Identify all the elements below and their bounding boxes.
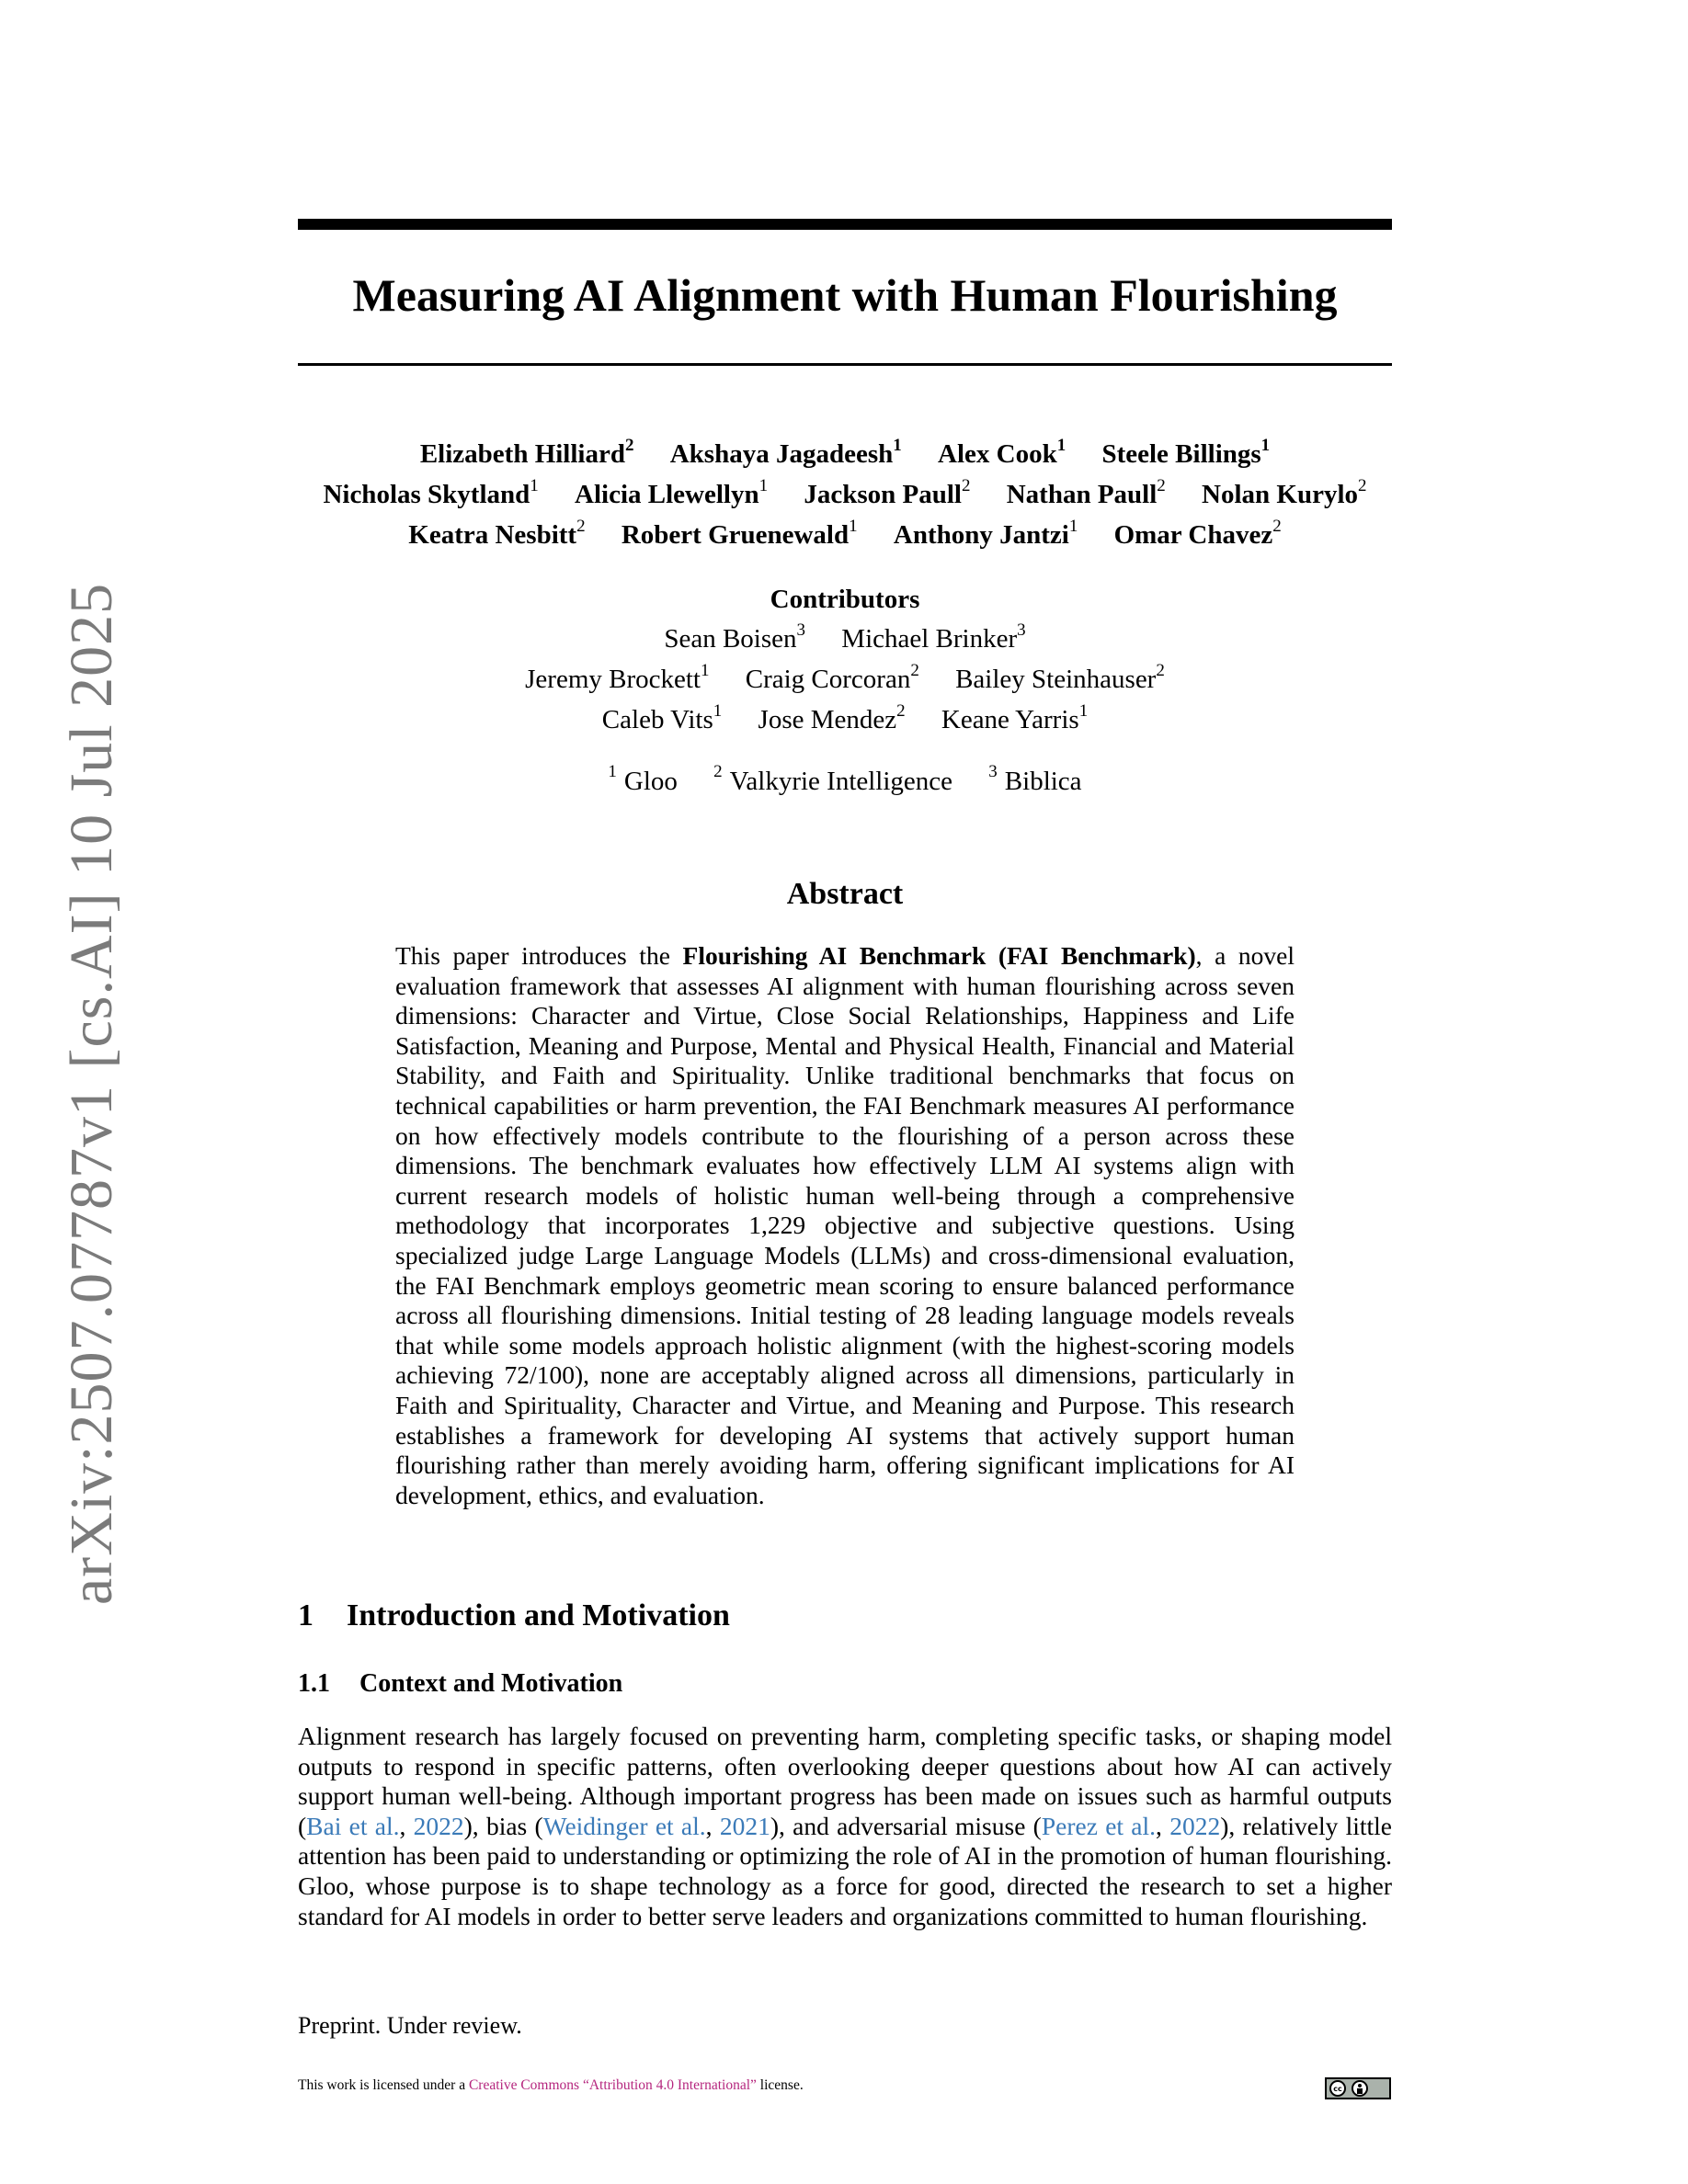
arxiv-identifier-stamp[interactable]: arXiv:2507.07787v1 [cs.AI] 10 Jul 2025 — [58, 582, 125, 1606]
affiliation: $^1$ Gloo — [608, 762, 678, 796]
contributor: Bailey Steinhauser$^2$ — [955, 661, 1165, 694]
subsection-heading: 1.1 Context and Motivation — [298, 1669, 623, 1698]
author: Nathan Paull$^2$ — [1006, 476, 1166, 509]
author-line-3 — [298, 515, 1392, 555]
affiliation: $^3$ Biblica — [988, 762, 1082, 796]
affiliation-list — [298, 761, 1392, 802]
author: Alicia Llewellyn$^1$ — [575, 476, 769, 509]
contributor: Sean Boisen$^3$ — [664, 620, 806, 654]
creative-commons-icon: cc — [1329, 2080, 1346, 2097]
contributor-line-2 — [298, 659, 1392, 700]
contributor: Michael Brinker$^3$ — [841, 620, 1026, 654]
contributor-block — [298, 619, 1392, 740]
author: Nolan Kurylo$^2$ — [1202, 476, 1367, 509]
contributor-line-3 — [298, 700, 1392, 740]
author: Nicholas Skytland$^1$ — [323, 476, 539, 509]
citation-year-link[interactable]: 2022 — [413, 1811, 464, 1840]
license-link[interactable]: Creative Commons “Attribution 4.0 International” — [468, 2077, 757, 2093]
abstract-heading: Abstract — [786, 877, 904, 911]
attribution-person-icon — [1352, 2080, 1368, 2097]
author-line-2 — [298, 474, 1392, 515]
citation-link[interactable]: Perez et al. — [1041, 1811, 1157, 1840]
abstract-text: This paper introduces the Flourishing AI Benchmark (FAI Benchmark), a novel evaluation framework that assesses AI alignment with human flourishing across seven dimensions: Character and Virtue, Close Social Relationships, Happiness and Life Satisfaction, Meaning and Purpose, Mental and Physical Health, Financial and Material Stability, and Faith and Spirituality. Unlike traditional benchmarks that focus on technical capabilities or harm prevention, the FAI Benchmark measures AI performance on how effectively models contribute to the flourishing of a person across these dimensions. The benchmark evaluates how effectively LLM AI systems align with current research models of holistic human well-being through a comprehensive methodology that incorporates 1,229 objective and subjective questions. Using specialized judge Large Language Models (LLMs) and cross-dimensional evaluation, the FAI Benchmark employs geometric mean scoring to ensure balanced performance across all flourishing dimensions. Initial testing of 28 leading language models reveals that while some models approach holistic alignment (with the highest-scoring models achieving 72/100), none are acceptably aligned across all dimensions, particularly in Faith and Spirituality, Character and Virtue, and Meaning and Purpose. This research establishes a framework for developing AI systems that actively support human flourishing rather than merely avoiding harm, offering significant implications for AI development, ethics, and evaluation. — [395, 941, 1295, 1509]
author: Steele Billings$^1$ — [1101, 436, 1271, 469]
contributor: Craig Corcoran$^2$ — [745, 661, 919, 694]
author: Elizabeth Hilliard$^2$ — [419, 436, 634, 469]
author: Robert Gruenewald$^1$ — [621, 517, 858, 550]
affiliation: $^2$ Valkyrie Intelligence — [713, 762, 953, 796]
license-footer: This work is licensed under a Creative Commons “Attribution 4.0 International” license. — [298, 2077, 804, 2093]
contributor: Jose Mendez$^2$ — [758, 701, 906, 734]
author-line-1 — [298, 434, 1392, 474]
author: Keatra Nesbitt$^2$ — [408, 517, 586, 550]
section-heading: 1 Introduction and Motivation — [298, 1598, 730, 1632]
cc-by-badge[interactable] — [1325, 2077, 1391, 2099]
title-top-rule — [298, 219, 1392, 230]
title-bottom-rule — [298, 363, 1392, 366]
author: Jackson Paull$^2$ — [804, 476, 971, 509]
paper-title: Measuring AI Alignment with Human Flourishing — [352, 269, 1338, 321]
author-block — [298, 434, 1392, 555]
contributor: Jeremy Brockett$^1$ — [525, 661, 710, 694]
preprint-note: Preprint. Under review. — [298, 2012, 522, 2039]
intro-paragraph: Alignment research has largely focused on preventing harm, completing specific tasks, or shaping model outputs to respond in specific patterns, often overlooking deeper questions about how AI can actively support human well-being. Although important progress has been made on issues such as harmful outputs (Bai et al., 2022), bias (Weidinger et al., 2021), and adversarial misuse (Perez et al., 2022), relatively little attention has been paid to understanding or optimizing the role of AI in the promotion of human flourishing. Gloo, whose purpose is to shape technology as a force for good, directed the research to set a higher standard for AI models in order to better serve leaders and organizations committed to human flourishing. — [298, 1722, 1393, 1930]
author: Anthony Jantzi$^1$ — [893, 517, 1078, 550]
benchmark-name: Flourishing AI Benchmark (FAI Benchmark) — [682, 941, 1196, 970]
citation-link[interactable]: Weidinger et al. — [542, 1811, 706, 1840]
author: Alex Cook$^1$ — [938, 436, 1066, 469]
citation-link[interactable]: Bai et al. — [306, 1811, 400, 1840]
contributor: Caleb Vits$^1$ — [601, 701, 723, 734]
author: Omar Chavez$^2$ — [1113, 517, 1282, 550]
citation-year-link[interactable]: 2022 — [1169, 1811, 1221, 1840]
contributor: Keane Yarris$^1$ — [941, 701, 1089, 734]
contributors-heading: Contributors — [770, 585, 920, 614]
contributor-line-1 — [298, 619, 1392, 659]
author: Akshaya Jagadeesh$^1$ — [669, 436, 902, 469]
citation-year-link[interactable]: 2021 — [719, 1811, 770, 1840]
